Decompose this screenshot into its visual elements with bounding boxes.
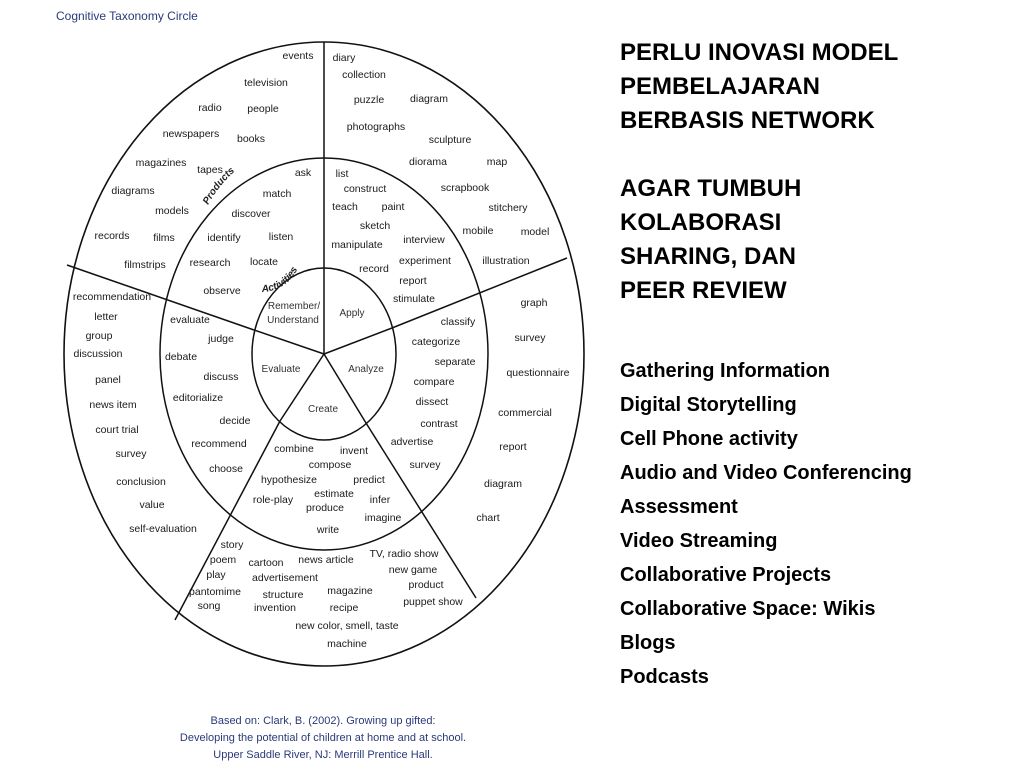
word-label: puppet show [403,596,463,608]
word-label: records [94,230,130,242]
list-item: Collaborative Projects [620,564,832,586]
segment-analyze: Analyze [348,364,384,375]
word-label: illustration [482,255,530,267]
word-label: survey [409,459,441,471]
word-label: locate [249,256,279,268]
word-label: diagram [410,93,448,105]
figure-title: Cognitive Taxonomy Circle [56,9,198,23]
word-label: advertise [390,436,434,448]
heading-line: PEER REVIEW [620,277,787,304]
segment-apply: Apply [339,308,365,319]
word-label: radio [198,102,222,114]
word-label: collection [342,69,386,81]
list-item: Assessment [620,496,738,518]
word-label: machine [327,638,367,650]
heading-line: BERBASIS NETWORK [620,107,875,134]
word-label: separate [434,356,476,368]
word-label: discussion [73,348,123,360]
word-label: models [155,205,189,217]
word-labels [73,50,570,650]
word-label: editorialize [172,392,224,404]
word-label: stitchery [488,202,528,214]
word-label: letter [94,311,118,323]
list-item: Blogs [620,632,676,654]
word-label: record [359,263,389,275]
word-label: construct [343,183,387,195]
word-label: recommendation [72,291,152,303]
word-label: role-play [252,494,294,506]
word-label: books [236,133,266,145]
heading-line: AGAR TUMBUH [620,175,802,202]
word-label: discuss [203,371,239,383]
word-label: court trial [95,424,139,436]
word-label: films [153,232,175,244]
word-label: imagine [364,512,402,524]
list-item: Video Streaming [620,530,778,552]
word-label: experiment [399,255,451,267]
word-label: report [499,441,527,453]
word-label: graph [520,297,548,309]
word-label: discover [231,208,271,220]
word-label: commercial [498,407,552,419]
list-item: Podcasts [620,666,709,688]
word-label: report [399,275,427,287]
heading-kolaborasi [620,172,1020,308]
citation-line-2: Developing the potential of children at home and at school. [179,732,467,744]
word-label: combine [274,443,314,455]
word-label: song [197,600,221,612]
word-label: ask [294,167,312,179]
ring-label-activities: Activities [261,265,301,296]
word-label: advertisement [252,572,318,584]
word-label: produce [306,502,344,514]
heading-line: PERLU INOVASI MODEL [620,39,899,66]
list-item: Audio and Video Conferencing [620,462,912,484]
word-label: predict [353,474,385,486]
word-label: write [316,524,340,536]
word-label: manipulate [331,239,383,251]
word-label: photographs [346,121,406,133]
list-item: Gathering Information [620,360,830,382]
word-label: self-evaluation [129,523,197,535]
word-label: observe [203,285,241,297]
word-label: television [244,77,288,89]
word-label: story [220,539,244,551]
word-label: play [206,569,226,581]
text-panel [620,36,1020,694]
word-label: cartoon [248,557,284,569]
word-label: diorama [409,156,447,168]
word-label: hypothesize [260,474,318,486]
segment-remember-understand-2: Understand [267,315,319,326]
word-label: new game [388,564,438,576]
word-label: map [486,156,508,168]
word-label: product [408,579,444,591]
word-label: TV, radio show [369,548,439,560]
heading-line: KOLABORASI [620,209,782,236]
word-label: pantomime [189,586,241,598]
ring-label-products: Products [201,165,237,207]
word-label: diagrams [111,185,155,197]
word-label: infer [369,494,391,506]
word-label: magazine [327,585,373,597]
word-label: compare [413,376,455,388]
word-label: match [262,188,292,200]
activity-list [620,354,1020,694]
word-label: filmstrips [124,259,166,271]
heading-line: PEMBELAJARAN [620,73,821,100]
word-label: people [247,103,279,115]
word-label: dissect [415,396,449,408]
word-label: compose [308,459,352,471]
list-item: Cell Phone activity [620,428,798,450]
word-label: structure [262,589,304,601]
word-label: classify [440,316,476,328]
citation-line-1: Based on: Clark, B. (2002). Growing up gifted: [210,715,436,727]
word-label: list [335,168,349,180]
heading-line: SHARING, DAN [620,243,797,270]
word-label: choose [209,463,243,475]
word-label: judge [208,333,234,345]
word-label: research [189,257,231,269]
word-label: teach [332,201,358,213]
word-label: invention [253,602,297,614]
heading-inovasi [620,36,1020,138]
word-label: events [282,50,314,62]
word-label: interview [403,234,445,246]
word-label: stimulate [392,293,436,305]
word-label: categorize [411,336,461,348]
word-label: sketch [359,220,391,232]
word-label: survey [115,448,147,460]
word-label: listen [268,231,294,243]
word-label: mobile [462,225,494,237]
word-label: questionnaire [506,367,570,379]
segment-remember-understand: Remember/ [267,301,321,312]
word-label: recommend [191,438,247,450]
word-label: newspapers [162,128,220,140]
word-label: debate [164,351,198,363]
segment-create: Create [307,404,339,415]
word-label: scrapbook [440,182,490,194]
segment-evaluate: Evaluate [261,364,301,375]
word-label: estimate [314,488,354,500]
word-label: identify [207,232,241,244]
word-label: news item [89,399,137,411]
word-label: paint [381,201,405,213]
word-label: evaluate [170,314,210,326]
word-label: magazines [135,157,187,169]
word-label: poem [209,554,237,566]
word-label: conclusion [116,476,166,488]
list-item: Collaborative Space: Wikis [620,598,876,620]
word-label: sculpture [428,134,472,146]
word-label: puzzle [353,94,385,106]
citation-line-3: Upper Saddle River, NJ: Merrill Prentice Hall. [213,749,433,761]
word-label: value [139,499,165,511]
word-label: panel [95,374,121,386]
list-item: Digital Storytelling [620,394,797,416]
word-label: chart [476,512,500,524]
word-label: tapes [197,164,223,176]
word-label: model [520,226,550,238]
word-label: diary [332,52,356,64]
word-label: decide [219,415,251,427]
word-label: survey [514,332,546,344]
word-label: recipe [329,602,359,614]
word-label: diagram [484,478,522,490]
word-label: group [85,330,113,342]
word-label: invent [339,445,369,457]
word-label: news article [298,554,354,566]
word-label: new color, smell, taste [295,620,399,632]
word-label: contrast [420,418,458,430]
